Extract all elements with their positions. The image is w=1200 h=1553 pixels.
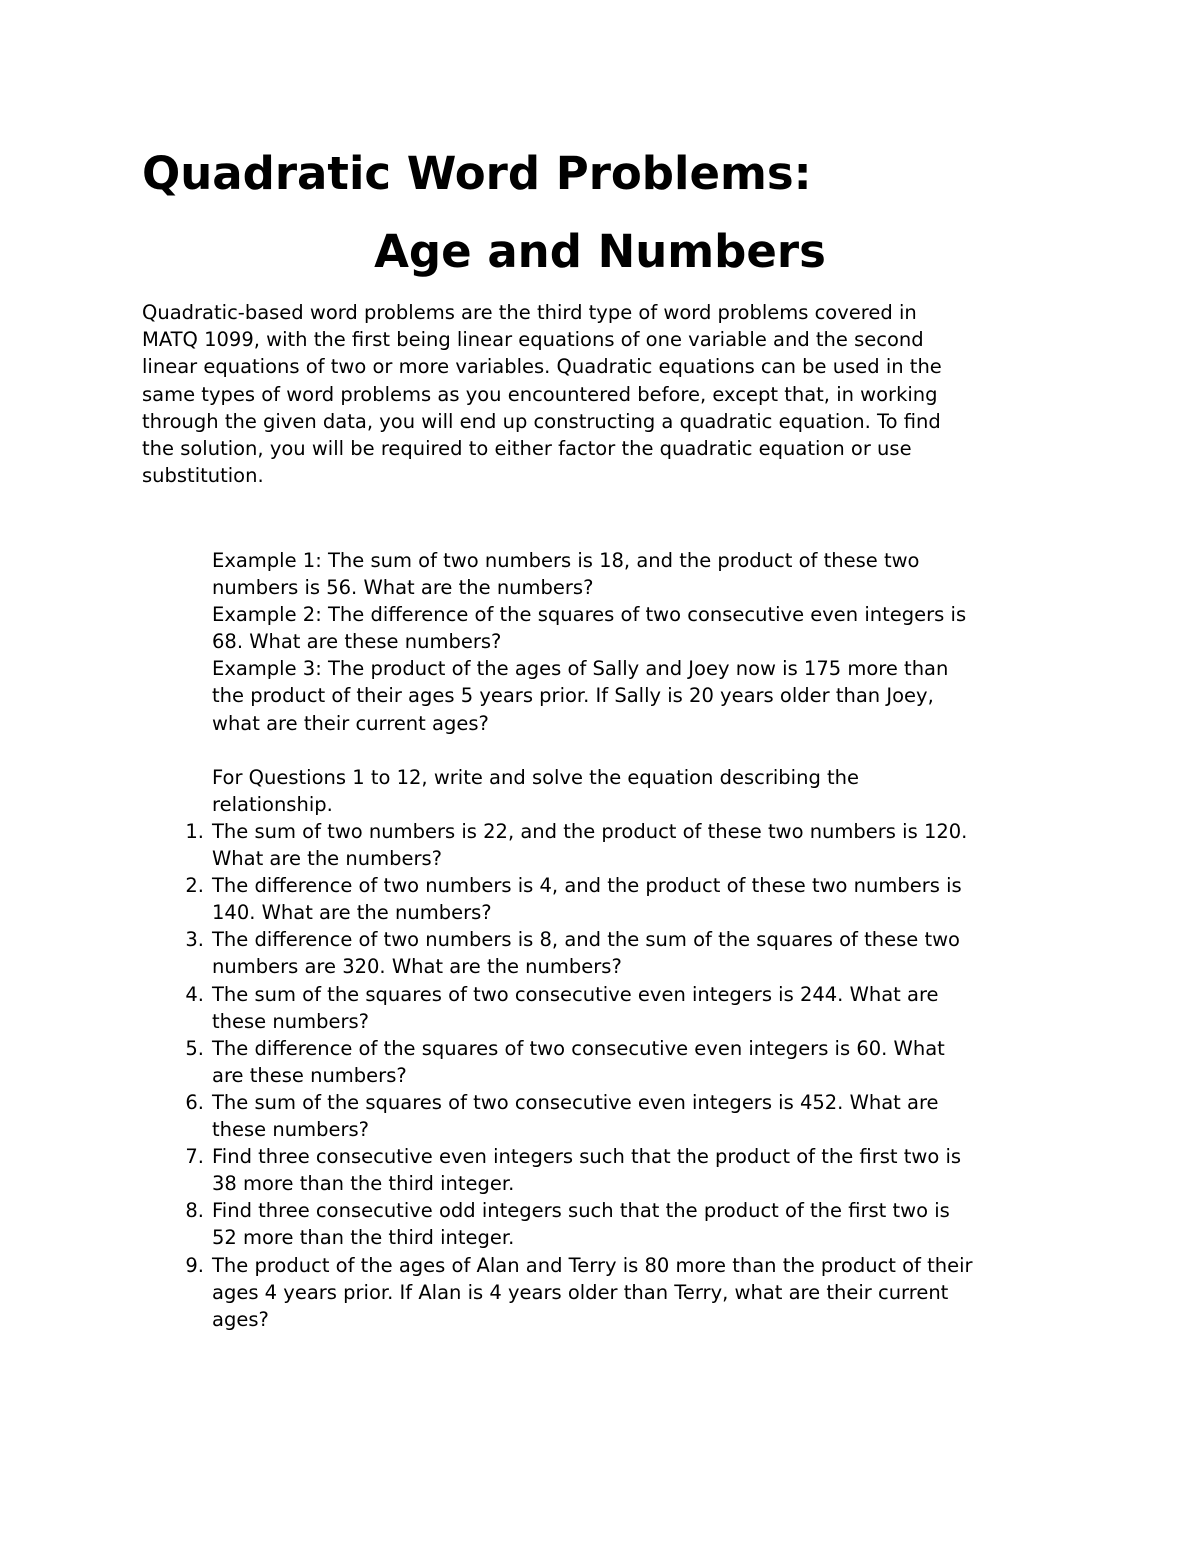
intro-paragraph (142, 299, 1042, 489)
question-item (185, 1143, 1092, 1197)
questions-list (185, 818, 1092, 1333)
page-title: Quadratic Word Problems: (142, 147, 812, 200)
question-line: The sum of two numbers is 22, and the product of these two numbers is 120. (212, 820, 968, 843)
instructions-line: relationship. (212, 793, 333, 817)
question-line: The difference of two numbers is 4, and the product of these two numbers is (212, 874, 962, 898)
question-line: 140. What are the numbers? (212, 901, 492, 925)
question-item (185, 1089, 1092, 1143)
question-number: 7. (185, 1145, 204, 1169)
question-line: The difference of the squares of two consecutive even integers is 60. What (212, 1036, 945, 1060)
question-line: What are the numbers? (212, 847, 442, 871)
question-line: are these numbers? (212, 1063, 407, 1087)
question-number: 3. (185, 928, 204, 952)
instructions-line: For Questions 1 to 12, write and solve the equation describing the (212, 766, 860, 789)
question-line: The sum of the squares of two consecutive even integers is 452. What are (212, 1090, 939, 1114)
instructions-block (212, 764, 1092, 818)
question-item (185, 872, 1092, 926)
intro-line: MATQ 1099, with the first being linear equations of one variable and the second (142, 328, 924, 352)
intro-line: Quadratic-based word problems are the third type of word problems covered in (142, 301, 917, 324)
example-line: 68. What are these numbers? (212, 630, 502, 654)
question-item (185, 926, 1092, 980)
examples-block (212, 547, 1092, 737)
question-item (185, 818, 1092, 872)
intro-line: through the given data, you will end up constructing a quadratic equation. To find (142, 409, 941, 433)
question-line: numbers are 320. What are the numbers? (212, 955, 622, 979)
intro-line: same types of word problems as you encountered before, except that, in working (142, 382, 938, 406)
example-line: the product of their ages 5 years prior. If Sally is 20 years older than Joey, (212, 684, 934, 708)
question-item (185, 1252, 1092, 1333)
question-item (185, 1197, 1092, 1251)
example-line: Example 3: The product of the ages of Sally and Joey now is 175 more than (212, 657, 949, 681)
question-number: 1. (185, 820, 204, 843)
question-line: The sum of the squares of two consecutive even integers is 244. What are (212, 982, 939, 1006)
question-line: these numbers? (212, 1009, 369, 1033)
question-line: ages 4 years prior. If Alan is 4 years older than Terry, what are their current (212, 1280, 949, 1304)
question-number: 6. (185, 1090, 204, 1114)
question-line: The product of the ages of Alan and Terry is 80 more than the product of their (212, 1253, 973, 1277)
intro-line: the solution, you will be required to either factor the quadratic equation or use (142, 437, 912, 461)
example-line: Example 1: The sum of two numbers is 18, and the product of these two (212, 549, 920, 572)
question-line: Find three consecutive odd integers such that the product of the first two is (212, 1199, 950, 1223)
question-line: ages? (212, 1307, 269, 1331)
intro-line: linear equations of two or more variables. Quadratic equations can be used in the (142, 355, 942, 379)
page-subtitle: Age and Numbers (374, 225, 826, 278)
question-line: Find three consecutive even integers such that the product of the first two is (212, 1145, 962, 1169)
question-number: 5. (185, 1036, 204, 1060)
example-line: Example 2: The difference of the squares of two consecutive even integers is (212, 603, 967, 627)
intro-line: substitution. (142, 464, 264, 488)
question-number: 4. (185, 982, 204, 1006)
question-line: 38 more than the third integer. (212, 1172, 515, 1196)
example-line: what are their current ages? (212, 711, 489, 735)
question-number: 8. (185, 1199, 204, 1223)
question-line: The difference of two numbers is 8, and the sum of the squares of these two (212, 928, 960, 952)
question-number: 2. (185, 874, 204, 898)
question-line: 52 more than the third integer. (212, 1226, 515, 1250)
example-line: numbers is 56. What are the numbers? (212, 576, 594, 600)
question-item (185, 981, 1092, 1035)
question-item (185, 1035, 1092, 1089)
question-number: 9. (185, 1253, 204, 1277)
question-line: these numbers? (212, 1118, 369, 1142)
